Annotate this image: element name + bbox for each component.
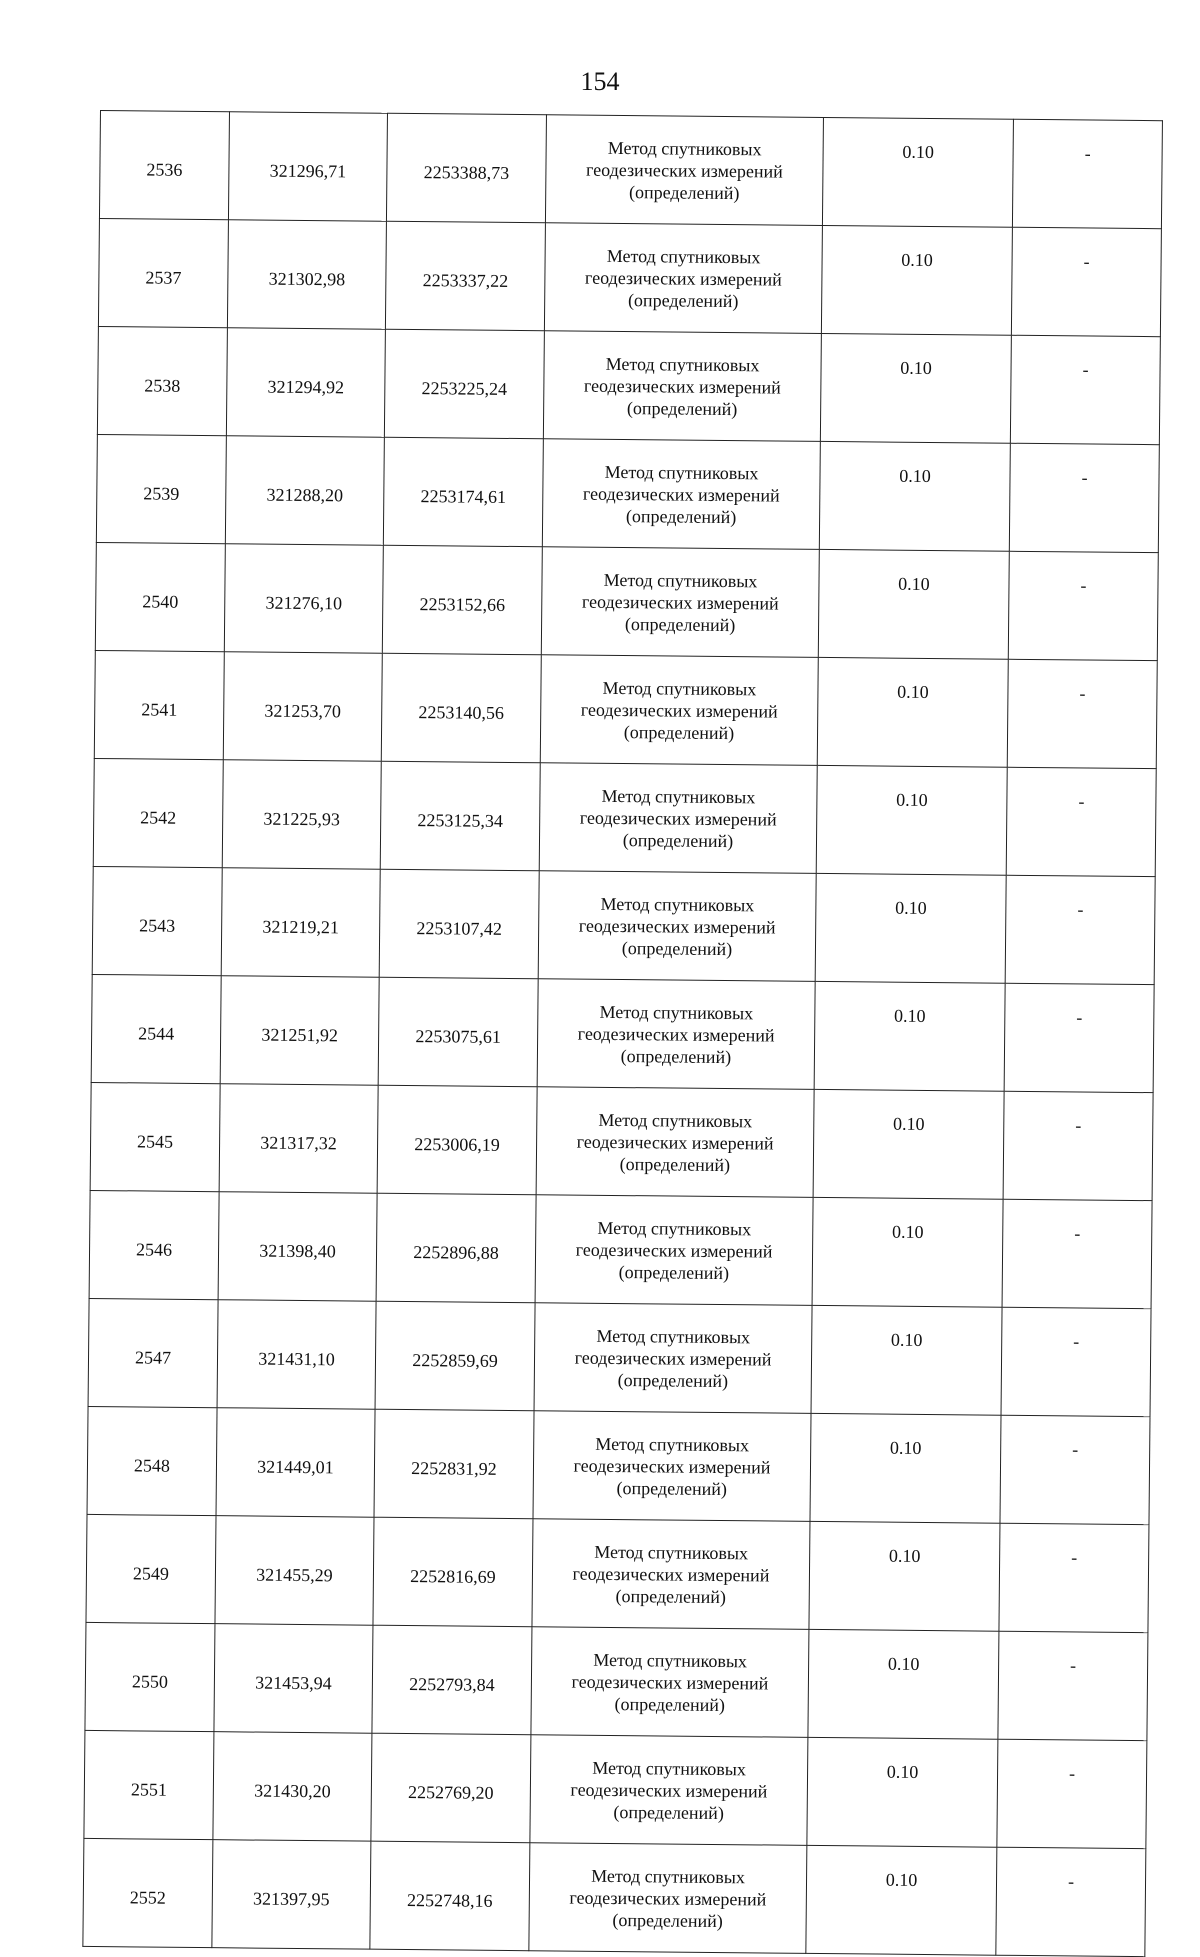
y-coordinate-cell: 2253140,56 [381,653,541,763]
y-coordinate-cell: 2253125,34 [380,761,540,871]
x-coordinate-cell: 321431,10 [217,1300,376,1410]
method-cell [545,115,823,226]
y-coordinate-cell: 2252769,20 [371,1733,531,1843]
point-number-cell: 2550 [85,1622,215,1731]
y-coordinate-cell: 2252896,88 [376,1193,536,1303]
method-line: (определений) [621,937,733,959]
method-cell [530,1735,808,1846]
method-line: (определений) [620,1045,732,1067]
method-line: (определений) [626,397,738,419]
note-cell: - [996,1847,1146,1956]
method-line: геодезических измерений [574,1347,772,1370]
x-coordinate-cell: 321430,20 [213,1732,372,1842]
accuracy-cell: 0.10 [808,1629,999,1739]
point-number-cell: 2538 [97,326,227,435]
y-coordinate-cell: 2253337,22 [385,221,545,331]
method-cell [540,655,818,766]
coordinates-table-body [83,111,1163,1957]
table-row [96,434,1159,552]
y-coordinate-cell: 2253388,73 [386,113,546,223]
table-row [88,1298,1151,1416]
method-line: Метод спутниковых [592,1757,747,1779]
method-line: Метод спутниковых [601,785,756,807]
method-line: (определений) [619,1153,731,1175]
method-cell [541,547,819,658]
table-row [97,326,1160,444]
method-cell [534,1303,812,1414]
accuracy-cell: 0.10 [806,1845,997,1955]
note-cell: - [1009,443,1159,552]
method-line: Метод спутниковых [598,1109,753,1131]
method-line: геодезических измерений [581,591,779,614]
point-number-cell: 2541 [94,650,224,759]
method-line: Метод спутниковых [603,569,758,591]
x-coordinate-cell: 321276,10 [224,544,383,654]
x-coordinate-cell: 321453,94 [214,1624,373,1734]
method-line: геодезических измерений [577,1023,775,1046]
accuracy-cell: 0.10 [816,765,1007,875]
table-row [89,1190,1152,1308]
method-cell [533,1411,811,1522]
note-cell: - [1002,1199,1152,1308]
method-cell [532,1519,810,1630]
coordinates-table [82,110,1163,1957]
note-cell: - [999,1523,1149,1632]
method-line: (определений) [624,613,736,635]
method-cell [537,979,815,1090]
point-number-cell: 2545 [90,1082,220,1191]
method-line: геодезических измерений [579,807,777,830]
accuracy-cell: 0.10 [818,549,1009,659]
accuracy-cell: 0.10 [815,873,1006,983]
method-line: (определений) [628,181,740,203]
x-coordinate-cell: 321288,20 [225,436,384,546]
accuracy-cell: 0.10 [811,1305,1002,1415]
method-line: геодезических измерений [573,1455,771,1477]
note-cell: - [998,1631,1148,1740]
table-row [92,866,1155,984]
point-number-cell: 2546 [89,1190,219,1299]
method-line: (определений) [616,1477,728,1499]
method-line: (определений) [617,1369,729,1391]
method-line: геодезических измерений [572,1563,770,1585]
note-cell: - [1000,1415,1150,1524]
x-coordinate-cell: 321455,29 [215,1516,374,1626]
note-cell: - [1006,767,1156,876]
page-number: 154 [580,67,620,96]
note-cell: - [1003,1091,1153,1200]
method-line: (определений) [623,721,735,743]
method-cell [539,763,817,874]
accuracy-cell: 0.10 [820,333,1011,443]
method-line: (определений) [614,1693,726,1715]
table-row [85,1622,1148,1740]
point-number-cell: 2540 [95,542,225,651]
note-cell: - [997,1739,1147,1848]
method-line: геодезических измерений [570,1779,768,1801]
x-coordinate-cell: 321317,32 [219,1084,378,1194]
note-cell: - [1011,227,1161,336]
table-row [86,1514,1149,1632]
method-cell [543,331,821,442]
method-line: Метод спутниковых [604,461,759,483]
method-line: геодезических измерений [571,1671,769,1693]
note-cell: - [1008,551,1158,660]
y-coordinate-cell: 2252748,16 [370,1841,530,1951]
method-line: (определений) [618,1261,730,1283]
y-coordinate-cell: 2252793,84 [372,1625,532,1735]
method-line: (определений) [625,505,737,527]
table-row [93,758,1156,876]
note-cell: - [1004,983,1154,1092]
method-line: Метод спутниковых [595,1433,750,1455]
table-row [99,111,1162,229]
method-line: Метод спутниковых [591,1865,746,1887]
method-line: геодезических измерений [585,159,783,182]
note-cell: - [1012,119,1162,228]
table-row [83,1838,1146,1956]
accuracy-cell: 0.10 [809,1521,1000,1631]
method-line: Метод спутниковых [600,893,755,915]
method-cell [542,439,820,550]
method-cell [535,1195,813,1306]
x-coordinate-cell: 321397,95 [212,1840,371,1950]
method-line: Метод спутниковых [605,353,760,375]
y-coordinate-cell: 2252816,69 [373,1517,533,1627]
note-cell: - [1010,335,1160,444]
y-coordinate-cell: 2252831,92 [374,1409,534,1519]
x-coordinate-cell: 321253,70 [223,652,382,762]
x-coordinate-cell: 321251,92 [220,976,379,1086]
note-cell: - [1001,1307,1151,1416]
method-cell [536,1087,814,1198]
y-coordinate-cell: 2253006,19 [377,1085,537,1195]
x-coordinate-cell: 321302,98 [227,220,386,330]
accuracy-cell: 0.10 [807,1737,998,1847]
x-coordinate-cell: 321225,93 [222,760,381,870]
table-row [90,1082,1153,1200]
method-line: (определений) [622,829,734,851]
method-line: геодезических измерений [580,699,778,722]
accuracy-cell: 0.10 [822,117,1013,227]
point-number-cell: 2544 [91,974,221,1083]
x-coordinate-cell: 321398,40 [218,1192,377,1302]
x-coordinate-cell: 321294,92 [226,328,385,438]
method-line: Метод спутниковых [599,1001,754,1023]
note-cell: - [1005,875,1155,984]
point-number-cell: 2537 [98,218,228,327]
y-coordinate-cell: 2253107,42 [379,869,539,979]
method-line: (определений) [627,289,739,311]
x-coordinate-cell: 321296,71 [228,112,387,222]
y-coordinate-cell: 2253174,61 [383,437,543,547]
point-number-cell: 2542 [93,758,223,867]
method-cell [529,1843,807,1954]
point-number-cell: 2543 [92,866,222,975]
method-line: геодезических измерений [582,483,780,506]
point-number-cell: 2536 [99,111,229,220]
method-line: Метод спутниковых [593,1649,748,1671]
method-line: геодезических измерений [583,375,781,398]
point-number-cell: 2549 [86,1514,216,1623]
method-line: Метод спутниковых [602,677,757,699]
x-coordinate-cell: 321219,21 [221,868,380,978]
note-cell: - [1007,659,1157,768]
method-line: Метод спутниковых [606,245,761,267]
method-line: геодезических измерений [569,1887,767,1909]
table-row [98,218,1161,336]
method-line: Метод спутниковых [594,1541,749,1563]
point-number-cell: 2548 [87,1406,217,1515]
y-coordinate-cell: 2253152,66 [382,545,542,655]
method-line: геодезических измерений [578,915,776,938]
method-line: Метод спутниковых [596,1325,751,1347]
method-line: Метод спутниковых [597,1217,752,1239]
accuracy-cell: 0.10 [819,441,1010,551]
point-number-cell: 2551 [84,1730,214,1839]
method-line: (определений) [612,1909,723,1931]
accuracy-cell: 0.10 [817,657,1008,767]
method-line: (определений) [613,1801,724,1823]
method-cell [531,1627,809,1738]
method-line: Метод спутниковых [607,137,762,159]
table-row [84,1730,1147,1848]
table-row [95,542,1158,660]
method-line: (определений) [615,1585,727,1607]
y-coordinate-cell: 2253075,61 [378,977,538,1087]
method-line: геодезических измерений [576,1131,774,1154]
y-coordinate-cell: 2253225,24 [384,329,544,439]
point-number-cell: 2547 [88,1298,218,1407]
method-line: геодезических измерений [584,267,782,290]
point-number-cell: 2539 [96,434,226,543]
method-cell [538,871,816,982]
accuracy-cell: 0.10 [812,1197,1003,1307]
table-row [91,974,1154,1092]
point-number-cell: 2552 [83,1838,213,1947]
method-line: геодезических измерений [575,1239,773,1262]
accuracy-cell: 0.10 [814,981,1005,1091]
accuracy-cell: 0.10 [810,1413,1001,1523]
x-coordinate-cell: 321449,01 [216,1408,375,1518]
y-coordinate-cell: 2252859,69 [375,1301,535,1411]
method-cell [544,223,822,334]
table-row [94,650,1157,768]
accuracy-cell: 0.10 [813,1089,1004,1199]
table-row [87,1406,1150,1524]
accuracy-cell: 0.10 [821,225,1012,335]
